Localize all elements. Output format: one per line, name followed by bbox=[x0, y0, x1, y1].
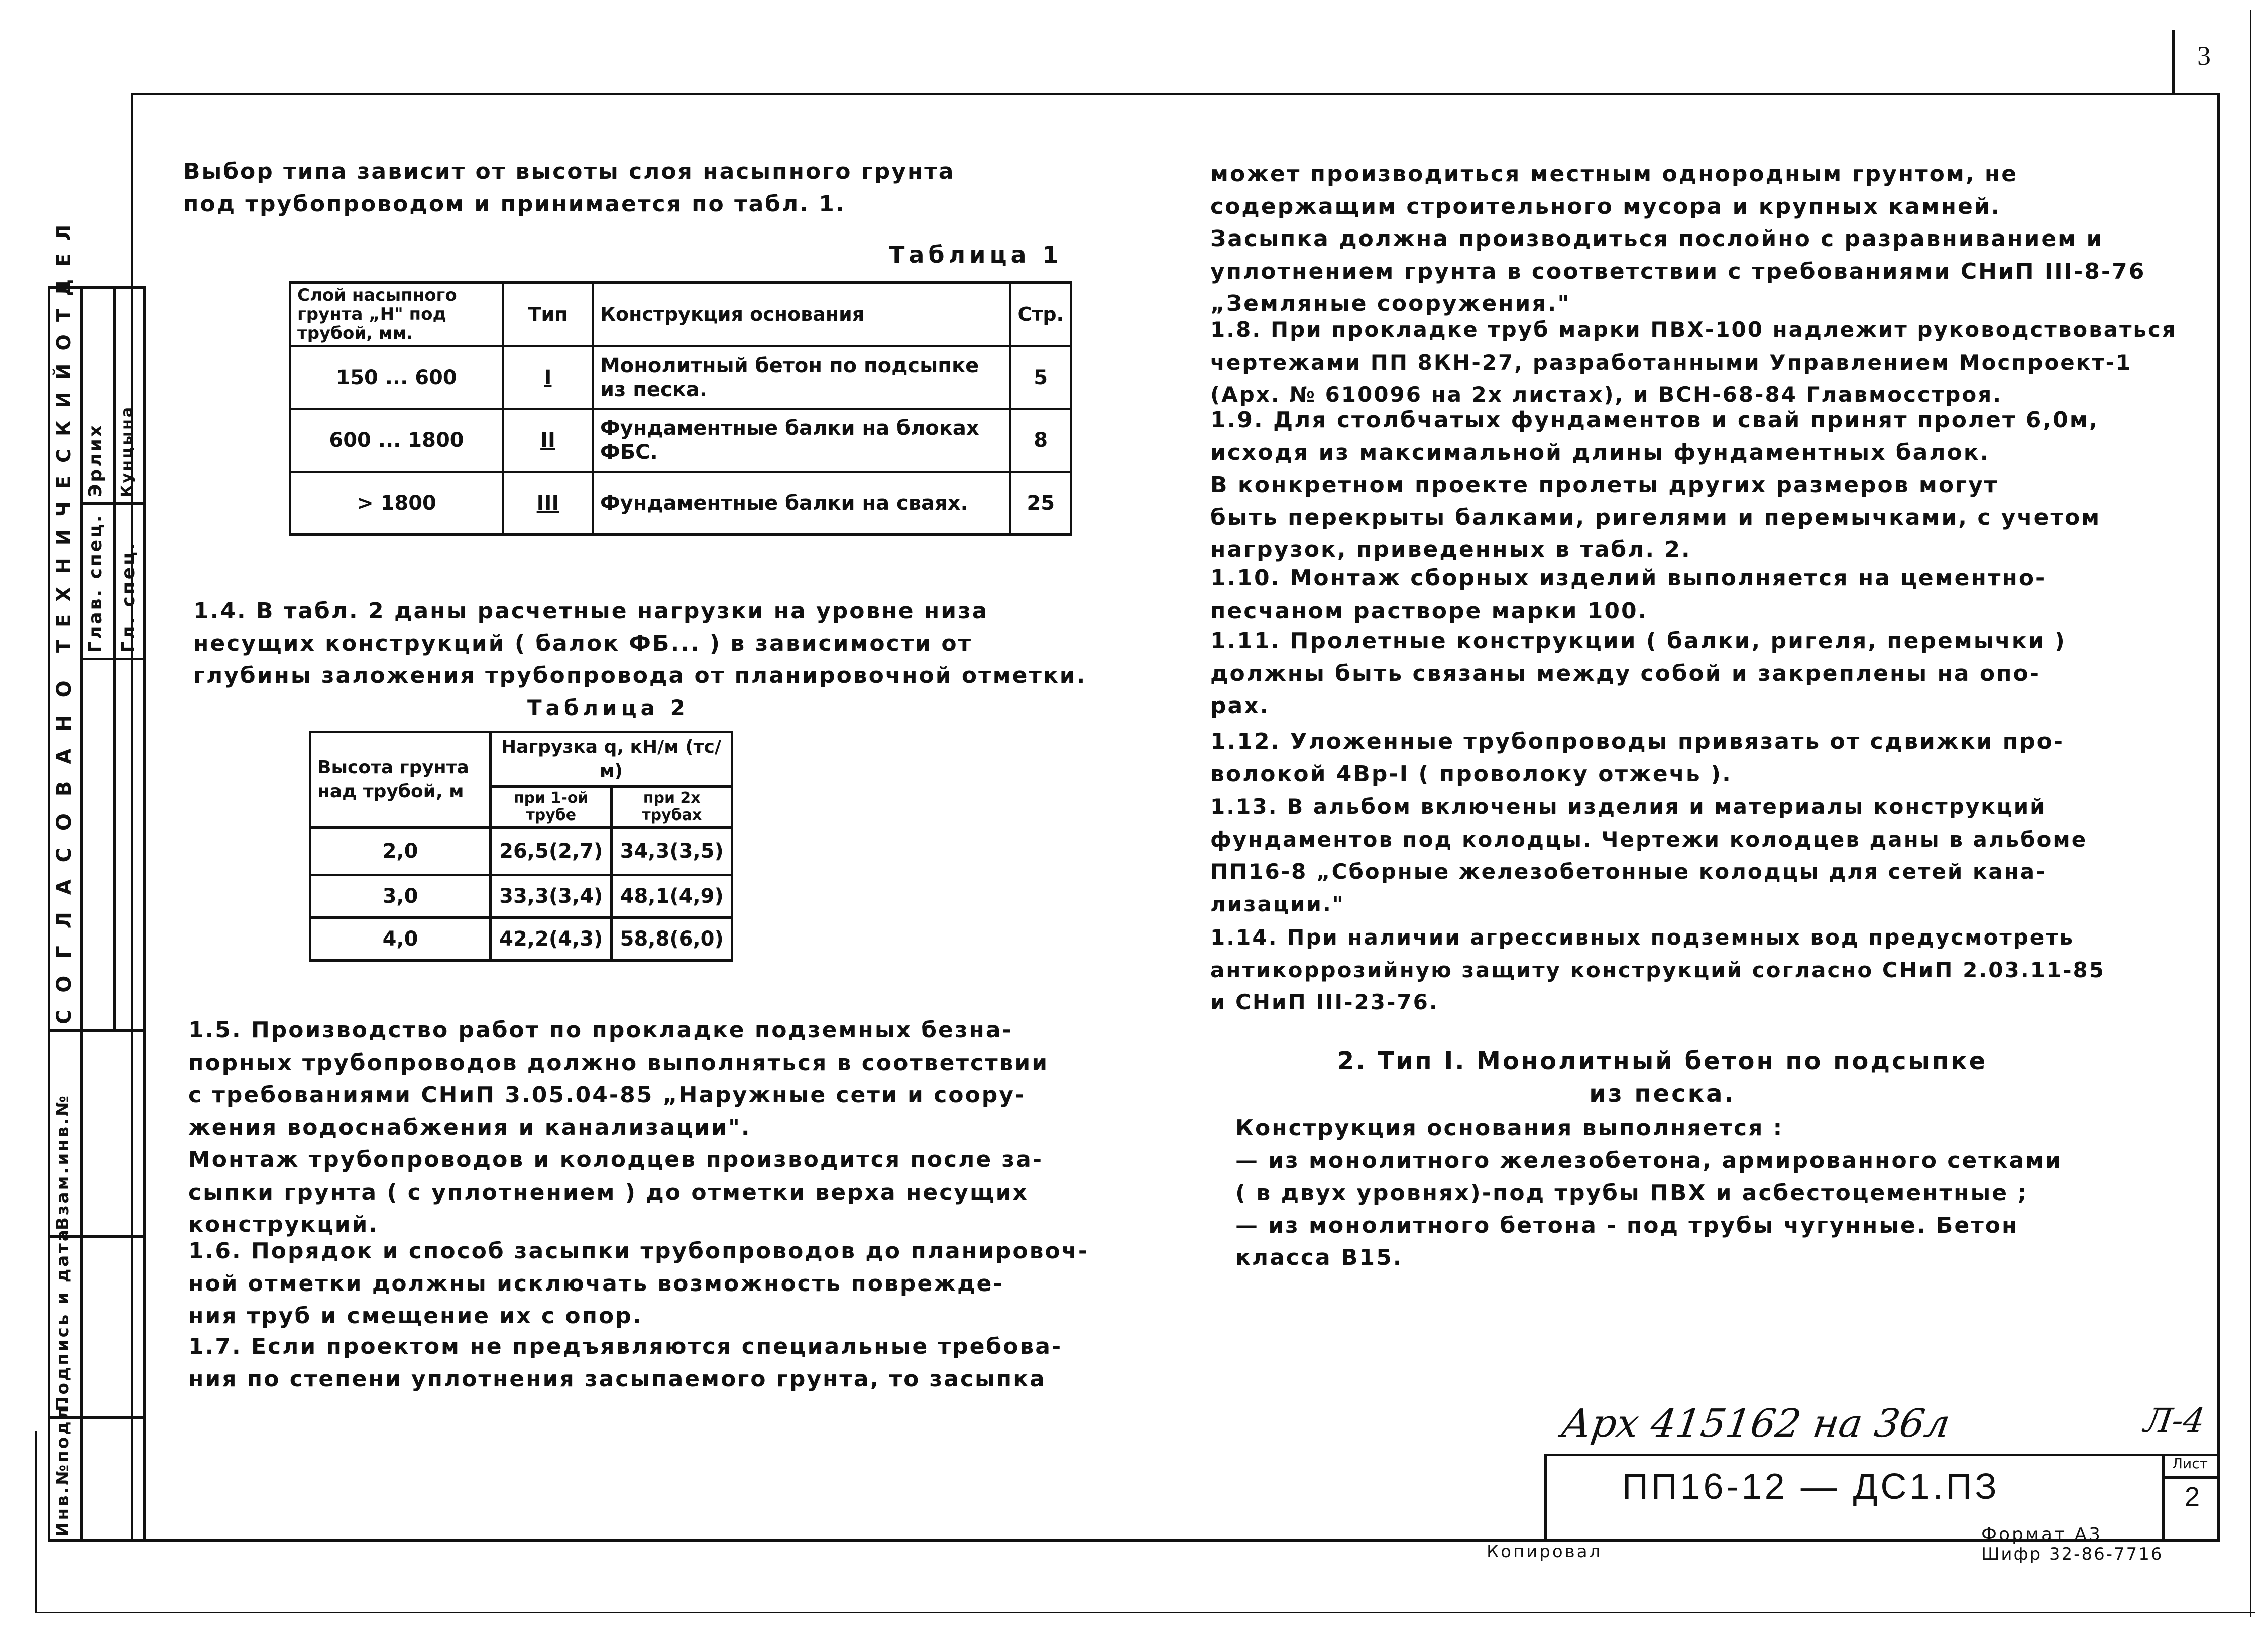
approval-name-1: Эрлих bbox=[85, 423, 106, 497]
paragraph-1-6: 1.6. Порядок и способ засыпки трубопроводов до планировоч- ной отметки должны исключать возможность поврежде- ния труб и смещение их с опор. bbox=[188, 1238, 1089, 1329]
table2 bbox=[309, 731, 733, 962]
table1-header-page: Стр. bbox=[1010, 283, 1071, 346]
table-row bbox=[290, 472, 1071, 535]
intro-paragraph: Выбор типа зависит от высоты слоя насыпного грунта под трубопроводом и принимается по табл. 1. bbox=[183, 159, 955, 217]
table2-header-height: Высота грунта над трубой, м bbox=[310, 732, 491, 828]
approval-role-2: Гл. спец. bbox=[118, 541, 139, 653]
table1-cell: II bbox=[503, 409, 593, 472]
approval-strip-rule-1 bbox=[48, 1029, 146, 1032]
approval-title: С О Г Л А С О В А Н О bbox=[53, 675, 76, 1024]
table2-cell: 33,3(3,4) bbox=[491, 875, 612, 918]
table2-cell: 3,0 bbox=[310, 875, 491, 918]
table2-caption: Таблица 2 bbox=[527, 695, 689, 720]
table-row bbox=[310, 828, 732, 875]
frame-edge-bottom bbox=[35, 1612, 2255, 1613]
table2-cell: 42,2(4,3) bbox=[491, 918, 612, 961]
paragraph-1-11: 1.11. Пролетные конструкции ( балки, ригеля, перемычки ) должны быть связаны между собой и закреплены на опо- рах. bbox=[1210, 628, 2066, 719]
paragraph-1-7: 1.7. Если проектом не предъявляются специальные требова- ния по степени уплотнения засыпаемого грунта, то засыпка bbox=[188, 1334, 1063, 1392]
table1-cell: III bbox=[503, 472, 593, 535]
table2-cell: 48,1(4,9) bbox=[612, 875, 732, 918]
document-code: ПП16-12 — ДС1.ПЗ bbox=[1622, 1467, 2000, 1507]
section-2-title-line-2: из песка. bbox=[1589, 1080, 1736, 1108]
archive-note: Арх 415162 на 36л bbox=[1558, 1401, 1953, 1446]
field-inventory-original: Инв.№подл. bbox=[53, 1396, 73, 1537]
table-row bbox=[310, 875, 732, 918]
field-signature-date: Подпись и дата bbox=[53, 1228, 73, 1411]
paragraph-1-12: 1.12. Уложенные трубопроводы привязать от сдвижки про- волокой 4Вр-I ( проволоку отжечь ). bbox=[1210, 729, 2065, 787]
table1-header-row bbox=[290, 283, 1071, 346]
table2-subheader-one-pipe: при 1-ой трубе bbox=[491, 787, 612, 828]
table2-cell: 34,3(3,5) bbox=[612, 828, 732, 875]
table1-cell: 5 bbox=[1010, 346, 1071, 409]
table2-cell: 26,5(2,7) bbox=[491, 828, 612, 875]
table1-cell: 150 ... 600 bbox=[290, 346, 503, 409]
format-label: Формат А3 bbox=[1981, 1524, 2103, 1545]
paragraph-1-10: 1.10. Монтаж сборных изделий выполняется на цементно- песчаном растворе марки 100. bbox=[1210, 565, 2047, 624]
table1-cell: 25 bbox=[1010, 472, 1071, 535]
approval-role-1: Глав. спец. bbox=[85, 513, 106, 653]
table1-cell: 8 bbox=[1010, 409, 1071, 472]
title-block-left-rule bbox=[1544, 1454, 1547, 1542]
paragraph-1-4: 1.4. В табл. 2 даны расчетные нагрузки на уровне низа несущих конструкций ( балок ФБ... ) в зависимости от глубины заложения трубопровода от планировочной отметки. bbox=[193, 598, 1087, 688]
table1-caption: Таблица 1 bbox=[889, 241, 1063, 268]
paragraph-1-5: 1.5. Производство работ по прокладке подземных безна- порных трубопроводов должно выполняться в соответствии с требованиями СНиП 3.05.04-85 „Наружные сети и соору- жения водоснабжения и канализации". Монтаж трубопроводов и колодцев производится после за- сыпки грунта ( с уплотнением ) до отметки верха несущих конструкций. bbox=[188, 1017, 1049, 1237]
approval-strip-rule-2 bbox=[80, 502, 146, 505]
table2-header-row bbox=[310, 732, 732, 787]
sheet-mark: Л-4 bbox=[2141, 1401, 2207, 1440]
table2-header-load: Нагрузка q, кН/м (тс/м) bbox=[491, 732, 732, 787]
paragraph-1-9: 1.9. Для столбчатых фундаментов и свай принят пролет 6,0м, исходя из максимальной длины фундаментных балок. В конкретном проекте пролеты других размеров могут быть перекрыты балками, ригелями и перемычками, с учетом нагрузок, приведенных в табл. 2. bbox=[1210, 407, 2101, 562]
approval-department: Т Е Х Н И Ч Е С К И Й О Т Д Е Л bbox=[53, 221, 75, 653]
table1-cell: 600 ... 1800 bbox=[290, 409, 503, 472]
frame-edge-left bbox=[35, 1431, 37, 1612]
title-block-sheet-rule bbox=[2162, 1454, 2165, 1542]
sheet-label: Лист bbox=[2172, 1455, 2208, 1472]
table-row bbox=[290, 346, 1071, 409]
paragraph-1-14: 1.14. При наличии агрессивных подземных вод предусмотреть антикоррозийную защиту конструкций согласно СНиП 2.03.11-85 и СНиП III-23-76. bbox=[1210, 925, 2105, 1014]
approval-strip-rule-3 bbox=[80, 658, 146, 660]
page-number-divider bbox=[2172, 30, 2175, 95]
table1-cell: Фундаментные балки на блоках ФБС. bbox=[593, 409, 1010, 472]
copied-by: Копировал bbox=[1487, 1542, 1603, 1562]
table1 bbox=[289, 281, 1072, 536]
cipher-label: Шифр 32-86-7716 bbox=[1981, 1544, 2164, 1564]
table-row bbox=[290, 409, 1071, 472]
table2-cell: 58,8(6,0) bbox=[612, 918, 732, 961]
table2-cell: 2,0 bbox=[310, 828, 491, 875]
table-row bbox=[310, 918, 732, 961]
sheet-number: 2 bbox=[2185, 1482, 2200, 1512]
frame-edge-right bbox=[2250, 10, 2251, 1617]
title-block-sheet-divider bbox=[2162, 1476, 2220, 1479]
table1-header-layer: Слой насыпного грунта „H" под трубой, мм. bbox=[290, 283, 503, 346]
approval-strip-divider-1 bbox=[80, 286, 83, 1542]
approval-name-2: Кунцына bbox=[118, 405, 136, 497]
field-replaced-inventory: Взам.инв.№ bbox=[53, 1094, 73, 1230]
paragraph-1-8: 1.8. При прокладке труб марки ПВХ-100 надлежит руководствоваться чертежами ПП 8КН-27, разработанными Управлением Моспроект-1 (Арх. № 610096 на 2х листах), и ВСН-68-84 Главмосстроя. bbox=[1210, 317, 2177, 407]
title-block-top-rule bbox=[1544, 1454, 2220, 1456]
paragraph-continuation: может производиться местным однородным грунтом, не содержащим строительного мусора и крупных камней. Засыпка должна производиться послойно с разравниванием и уплотнением грунта в соответствии с требованиями СНиП III-8-76 „Земляные сооружения." bbox=[1210, 161, 2146, 316]
table2-subheader-two-pipes: при 2х трубах bbox=[612, 787, 732, 828]
table1-cell: > 1800 bbox=[290, 472, 503, 535]
table1-cell: Монолитный бетон по подсыпке из песка. bbox=[593, 346, 1010, 409]
table1-cell: Фундаментные балки на сваях. bbox=[593, 472, 1010, 535]
section-2-body: Конструкция основания выполняется : — из монолитного железобетона, армированного сетками ( в двух уровнях)-под трубы ПВХ и асбестоцементные ; — из монолитного бетона - под трубы чугунные. Бетон класса В15. bbox=[1235, 1115, 2063, 1270]
table2-cell: 4,0 bbox=[310, 918, 491, 961]
table1-header-construction: Конструкция основания bbox=[593, 283, 1010, 346]
table1-header-type: Тип bbox=[503, 283, 593, 346]
paragraph-1-13: 1.13. В альбом включены изделия и материалы конструкций фундаментов под колодцы. Чертежи колодцев даны в альбоме ПП16-8 „Сборные железобетонные колодцы для сетей кана- лизации." bbox=[1210, 794, 2088, 916]
page-number: 3 bbox=[2197, 41, 2211, 71]
section-2-title-line-1: 2. Тип I. Монолитный бетон по подсыпке bbox=[1337, 1047, 1988, 1075]
table1-cell: I bbox=[503, 346, 593, 409]
